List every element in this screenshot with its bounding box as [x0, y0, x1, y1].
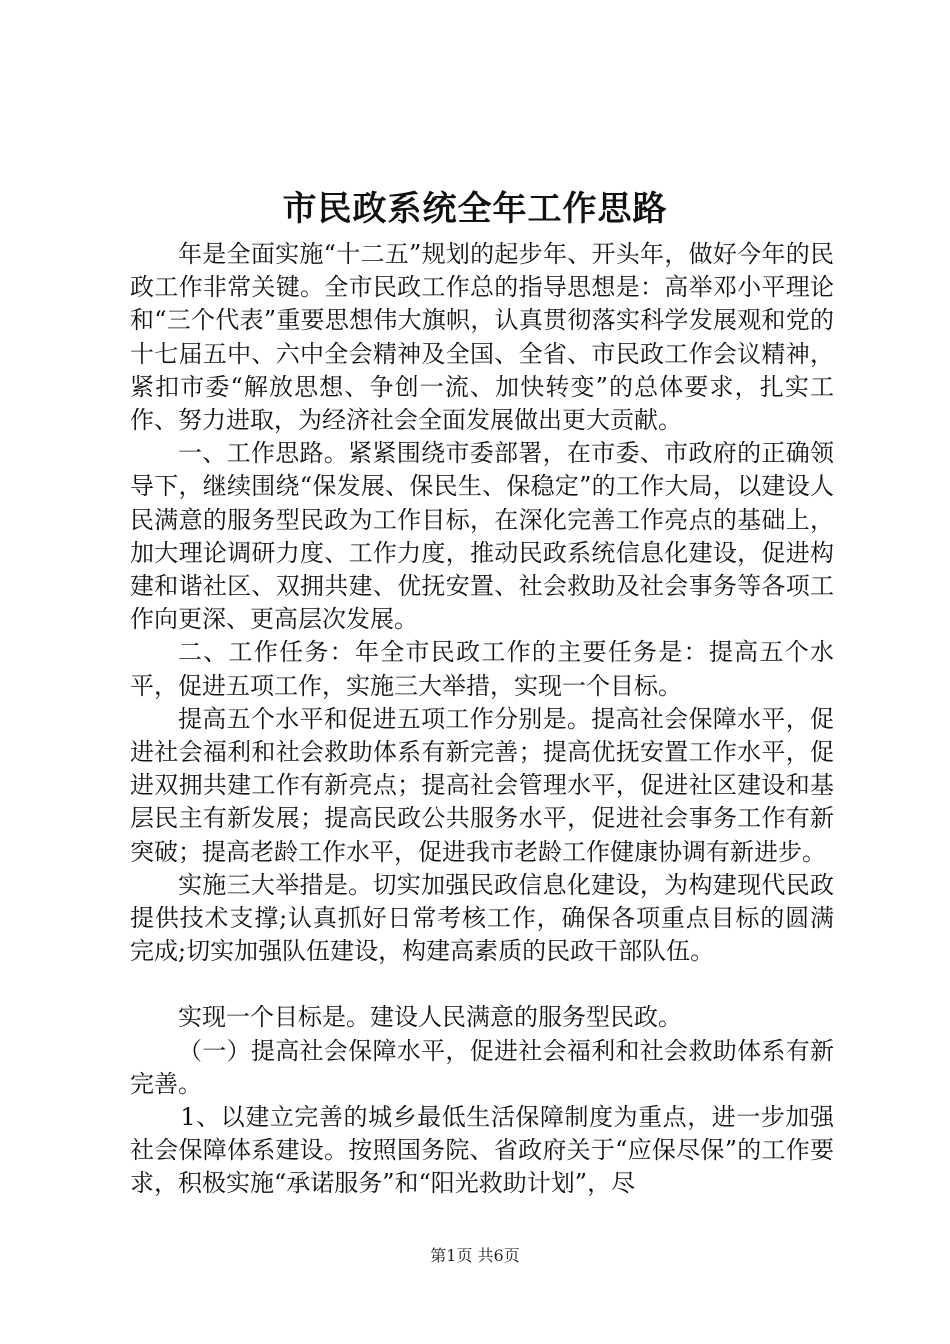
paragraph-section-one: （一）提高社会保障水平，促进社会福利和社会救助体系有新完善。 — [130, 1036, 834, 1098]
paragraph-one-goal: 实现一个目标是。建设人民满意的服务型民政。 — [178, 1003, 682, 1032]
document-title: 市民政系统全年工作思路 — [282, 189, 668, 229]
paragraph-work-tasks: 二、工作任务：年全市民政工作的主要任务是：提高五个水平，促进五项工作，实施三大举措，实现一个目标。 — [130, 638, 834, 700]
paragraph-work-approach: 一、工作思路。紧紧围绕市委部署，在市委、市政府的正确领导下，继续围绕“保发展、保民生、保稳定”的工作大局，以建设人民满意的服务型民政为工作目标，在深化完善工作亮点的基础上，加大理论调研力度、工作力度，推动民政系统信息化建设，促进构建和谐社区、双拥共建、优抚安置、社会救助及社会事务等各项工作向更深、更高层次发展。 — [130, 439, 834, 634]
paragraph-intro: 年是全面实施“十二五”规划的起步年、开头年，做好今年的民政工作非常关键。全市民政工作总的指导思想是：高举邓小平理论和“三个代表”重要思想伟大旗帜，认真贯彻落实科学发展观和党的十七届五中、六中全会精神及全国、全省、市民政工作会议精神，紧扣市委“解放思想、争创一流、加快转变”的总体要求，扎实工作、努力进取，为经济社会全面发展做出更大贡献。 — [130, 240, 834, 435]
page-footer: 第1页 共6页 — [430, 1246, 520, 1265]
paragraph-item-one: 1、以建立完善的城乡最低生活保障制度为重点，进一步加强社会保障体系建设。按照国务院、省政府关于“应保尽保”的工作要求，积极实施“承诺服务”和“阳光救助计划”，尽 — [130, 1103, 834, 1198]
paragraph-five-levels: 提高五个水平和促进五项工作分别是。提高社会保障水平，促进社会福利和社会救助体系有新完善；提高优抚安置工作水平，促进双拥共建工作有新亮点；提高社会管理水平，促进社区建设和基层民主有新发展；提高民政公共服务水平，促进社会事务工作有新突破；提高老龄工作水平，促进我市老龄工作健康协调有新进步。 — [130, 704, 834, 866]
paragraph-three-measures: 实施三大举措是。切实加强民政信息化建设，为构建现代民政提供技术支撑;认真抓好日常考核工作，确保各项重点目标的圆满完成;切实加强队伍建设，构建高素质的民政干部队伍。 — [130, 870, 834, 966]
document-body — [130, 238, 834, 1201]
